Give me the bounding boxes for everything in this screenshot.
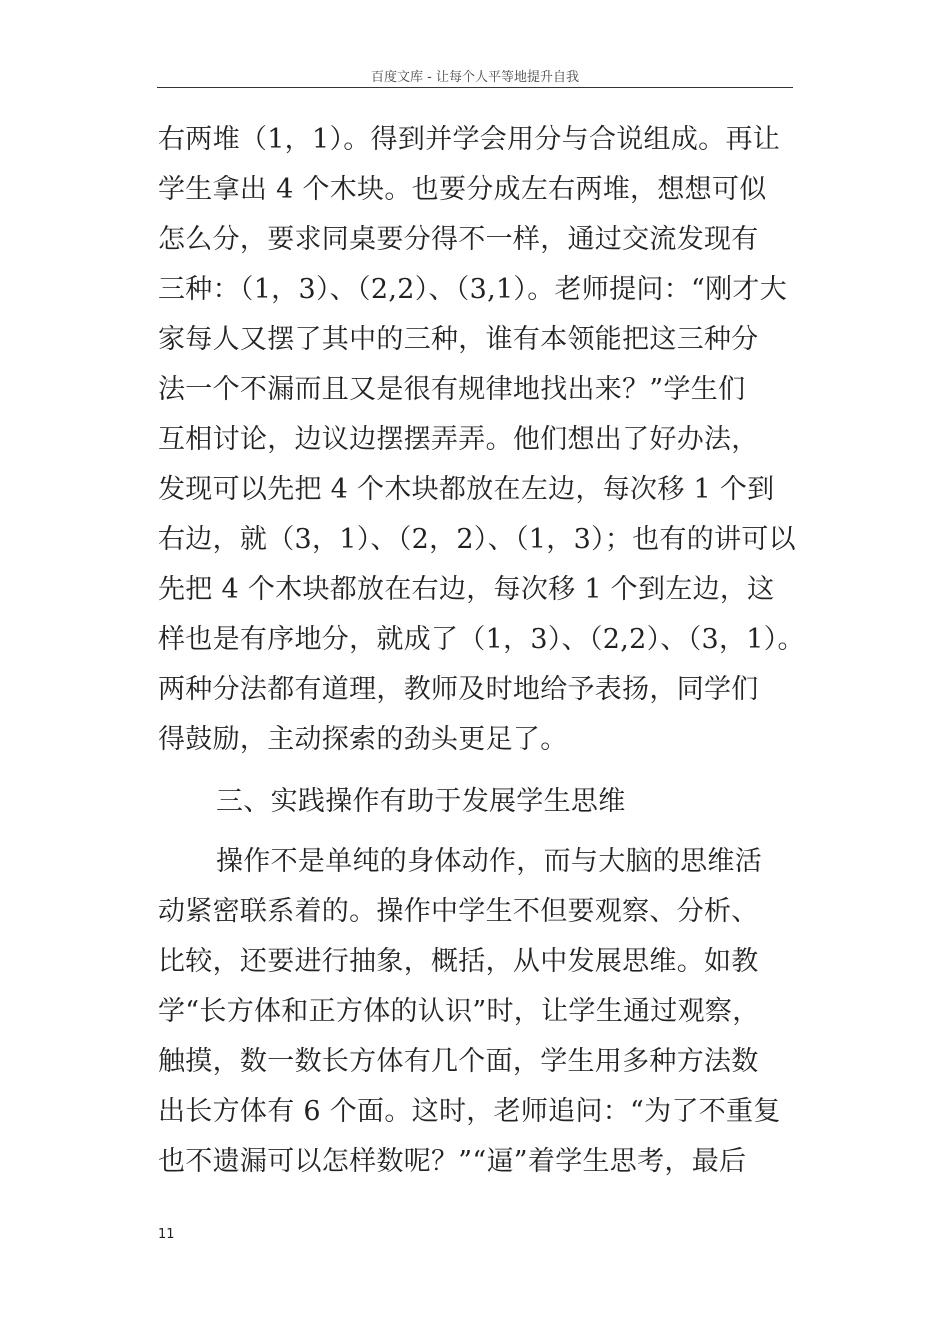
paragraph-1: [158, 115, 805, 765]
header-divider: [157, 87, 793, 88]
text-line: 出长方体有 6 个面。这时，老师追问：“为了不重复: [158, 1096, 781, 1127]
text-line: 操作不是单纯的身体动作，而与大脑的思维活: [216, 846, 762, 877]
text-line: 触摸，数一数长方体有几个面，学生用多种方法数: [158, 1046, 759, 1077]
text-line: 样也是有序地分，就成了（1，3）、（2,2）、（3，1）。: [158, 624, 805, 655]
text-line: 比较，还要进行抽象，概括，从中发展思维。如教: [158, 946, 759, 977]
text-line: 学生拿出 4 个木块。也要分成左右两堆，想想可似: [158, 174, 767, 205]
text-line: 也不遗漏可以怎样数呢？”“逼”着学生思考，最后: [158, 1146, 747, 1177]
text-line: 右边，就（3，1）、（2，2）、（1，3）；也有的讲可以: [158, 524, 796, 555]
text-line: 学“长方体和正方体的认识”时，让学生通过观察，: [158, 996, 760, 1027]
text-line: 两种分法都有道理，教师及时地给予表扬，同学们: [158, 674, 759, 705]
text-line: 家每人又摆了其中的三种，谁有本领能把这三种分: [158, 324, 759, 355]
text-line: 先把 4 个木块都放在右边，每次移 1 个到左边，这: [158, 574, 775, 605]
paragraph-2: [158, 837, 798, 1187]
page-number: 11: [158, 1227, 175, 1242]
text-line: 得鼓励，主动探索的劲头更足了。: [158, 724, 568, 755]
text-line: 互相讨论，边议边摆摆弄弄。他们想出了好办法，: [158, 424, 759, 455]
document-body: [158, 115, 805, 1187]
text-line: 动紧密联系着的。操作中学生不但要观察、分析、: [158, 896, 759, 927]
text-line: 发现可以先把 4 个木块都放在左边，每次移 1 个到: [158, 474, 775, 505]
page-header: 百度文库 - 让每个人平等地提升自我: [371, 70, 579, 85]
text-line: 怎么分，要求同桌要分得不一样，通过交流发现有: [158, 224, 759, 255]
text-line: 法一个不漏而且又是很有规律地找出来？”学生们: [158, 374, 746, 405]
text-line: 三种：（1，3）、（2,2）、（3,1）。老师提问：“刚才大: [158, 274, 788, 305]
section-heading: 三、实践操作有助于发展学生思维: [216, 786, 626, 817]
text-line: 右两堆（1，1）。得到并学会用分与合说组成。再让: [158, 124, 781, 155]
